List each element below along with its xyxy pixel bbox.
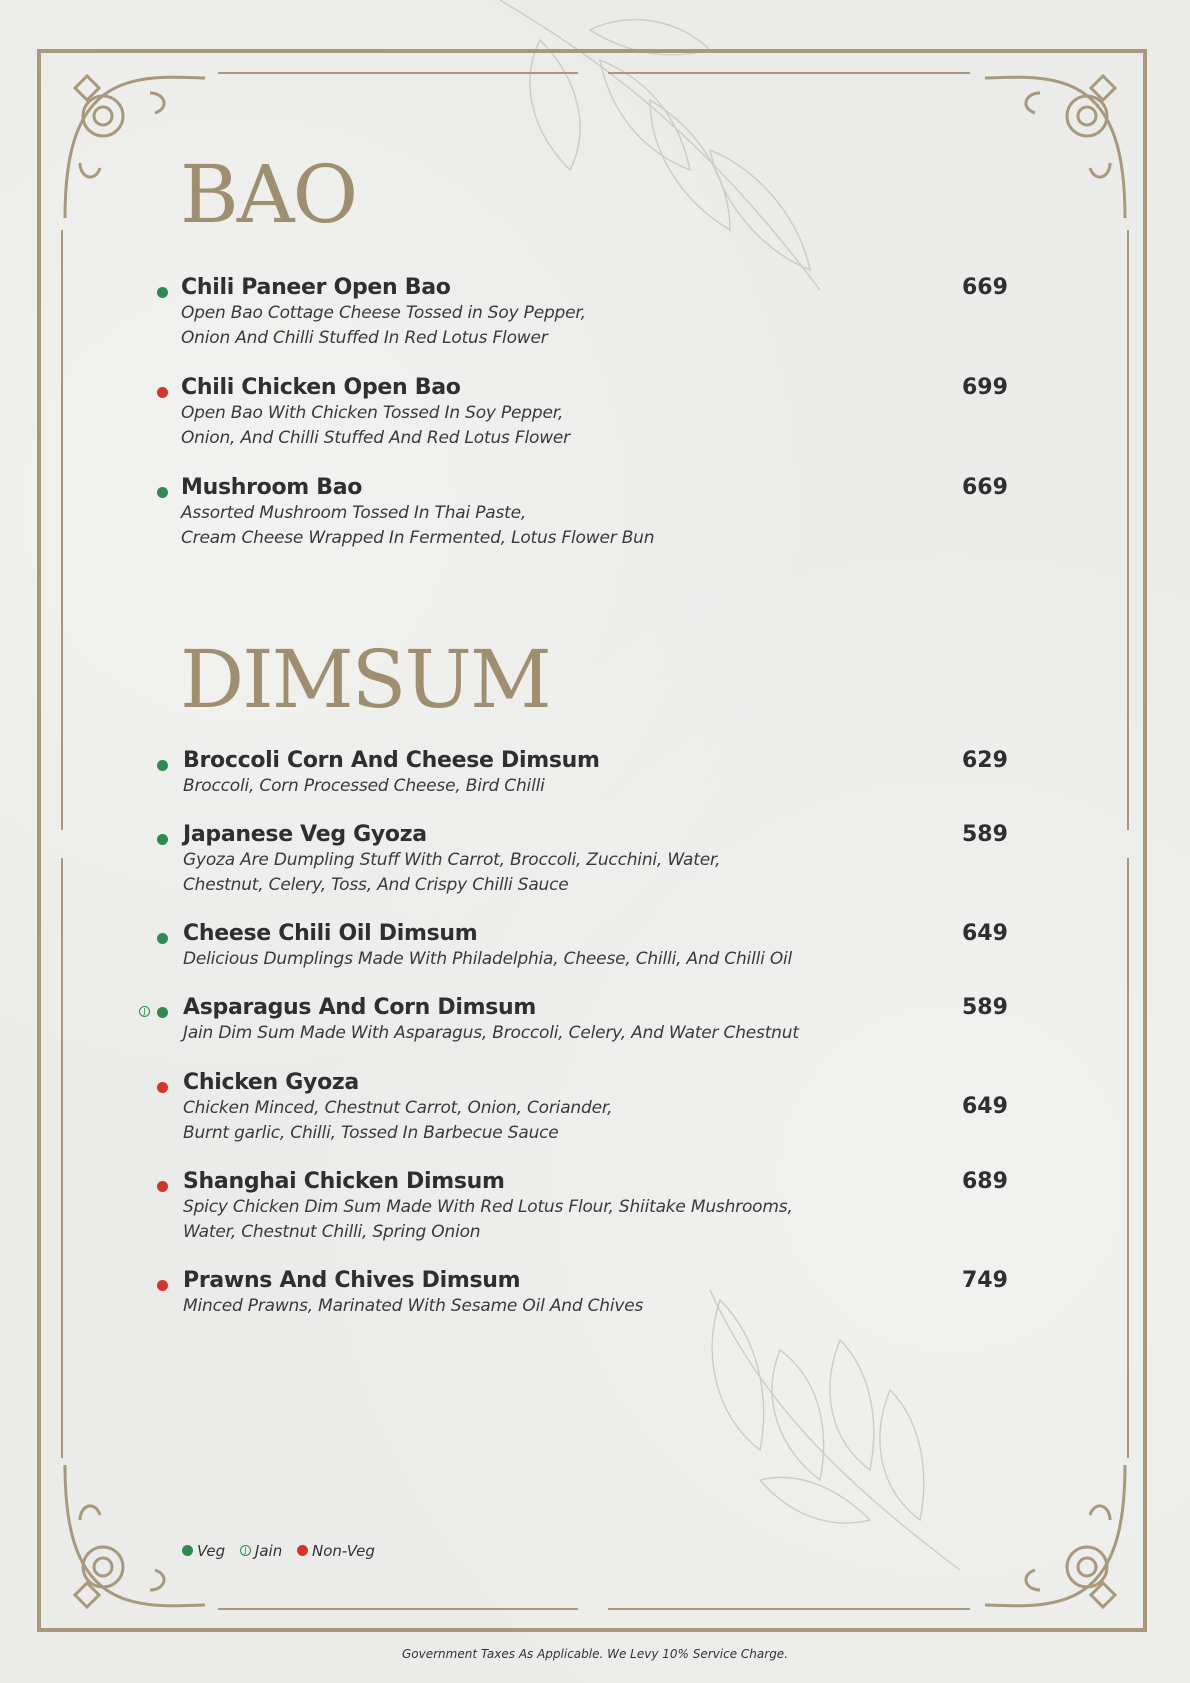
jain-icon: J	[240, 1545, 251, 1556]
nonveg-dot-icon	[157, 387, 168, 398]
veg-dot-icon	[182, 1545, 193, 1556]
veg-dot-icon	[157, 933, 168, 944]
item-price: 669	[962, 475, 1008, 500]
border-inner-bottom-left	[218, 1608, 578, 1610]
item-description: Chicken Minced, Chestnut Carrot, Onion, Coriander,	[183, 1098, 613, 1118]
section-title: BAO	[180, 148, 357, 241]
nonveg-dot-icon	[157, 1181, 168, 1192]
nonveg-dot-icon	[157, 1082, 168, 1093]
item-description: Open Bao With Chicken Tossed In Soy Pepper,	[181, 403, 564, 423]
legend-jain-label: Jain	[254, 1541, 283, 1560]
border-inner-bottom-right	[608, 1608, 970, 1610]
veg-dot-icon	[157, 834, 168, 845]
item-description: Burnt garlic, Chilli, Tossed In Barbecue Sauce	[183, 1123, 559, 1143]
item-description: Cream Cheese Wrapped In Fermented, Lotus Flower Bun	[181, 528, 655, 548]
item-description: Spicy Chicken Dim Sum Made With Red Lotus Flour, Shiitake Mushrooms,	[183, 1197, 793, 1217]
nonveg-dot-icon	[157, 1280, 168, 1291]
legend-veg-label: Veg	[197, 1541, 226, 1560]
item-name: Cheese Chili Oil Dimsum	[183, 921, 478, 946]
border-inner-right-top	[1127, 230, 1129, 830]
item-name: Shanghai Chicken Dimsum	[183, 1169, 505, 1194]
diet-legend	[182, 1541, 385, 1560]
item-description: Broccoli, Corn Processed Cheese, Bird Chilli	[183, 776, 545, 796]
item-description: Minced Prawns, Marinated With Sesame Oil And Chives	[183, 1296, 644, 1316]
item-price: 749	[962, 1268, 1008, 1293]
item-description: Onion And Chilli Stuffed In Red Lotus Flower	[181, 328, 548, 348]
item-name: Chili Paneer Open Bao	[181, 275, 451, 300]
section-title: DIMSUM	[180, 633, 550, 726]
item-price: 649	[962, 921, 1008, 946]
item-price: 629	[962, 748, 1008, 773]
veg-dot-icon	[157, 287, 168, 298]
item-description: Open Bao Cottage Cheese Tossed in Soy Pepper,	[181, 303, 586, 323]
item-description: Delicious Dumplings Made With Philadelphia, Cheese, Chilli, And Chilli Oil	[183, 949, 793, 969]
item-price: 589	[962, 995, 1008, 1020]
border-inner-left-bottom	[61, 858, 63, 1458]
item-description: Water, Chestnut Chilli, Spring Onion	[183, 1222, 481, 1242]
item-price: 699	[962, 375, 1008, 400]
item-price: 689	[962, 1169, 1008, 1194]
veg-dot-icon	[157, 1007, 168, 1018]
item-name: Chili Chicken Open Bao	[181, 375, 461, 400]
border-inner-right-bottom	[1127, 858, 1129, 1458]
nonveg-dot-icon	[297, 1545, 308, 1556]
item-price: 649	[962, 1094, 1008, 1119]
item-description: Chestnut, Celery, Toss, And Crispy Chilli Sauce	[183, 875, 569, 895]
footer-note: Government Taxes As Applicable. We Levy 10% Service Charge.	[401, 1647, 789, 1661]
item-description: Jain Dim Sum Made With Asparagus, Broccoli, Celery, And Water Chestnut	[183, 1023, 799, 1043]
jain-icon: J	[139, 1006, 150, 1017]
item-price: 669	[962, 275, 1008, 300]
veg-dot-icon	[157, 487, 168, 498]
border-inner-top-left	[218, 72, 578, 74]
legend-nonveg-label: Non-Veg	[312, 1541, 375, 1560]
corner-ornament-top-right	[975, 68, 1135, 228]
item-description: Onion, And Chilli Stuffed And Red Lotus Flower	[181, 428, 570, 448]
corner-ornament-bottom-left	[55, 1455, 215, 1615]
corner-ornament-bottom-right	[975, 1455, 1135, 1615]
item-name: Japanese Veg Gyoza	[183, 822, 427, 847]
item-description: Gyoza Are Dumpling Stuff With Carrot, Broccoli, Zucchini, Water,	[183, 850, 721, 870]
item-name: Mushroom Bao	[181, 475, 363, 500]
item-name: Chicken Gyoza	[183, 1070, 359, 1095]
border-inner-left-top	[61, 230, 63, 830]
border-inner-top-right	[608, 72, 970, 74]
veg-dot-icon	[157, 760, 168, 771]
item-name: Prawns And Chives Dimsum	[183, 1268, 521, 1293]
item-name: Broccoli Corn And Cheese Dimsum	[183, 748, 600, 773]
item-description: Assorted Mushroom Tossed In Thai Paste,	[181, 503, 527, 523]
item-name: Asparagus And Corn Dimsum	[183, 995, 537, 1020]
item-price: 589	[962, 822, 1008, 847]
